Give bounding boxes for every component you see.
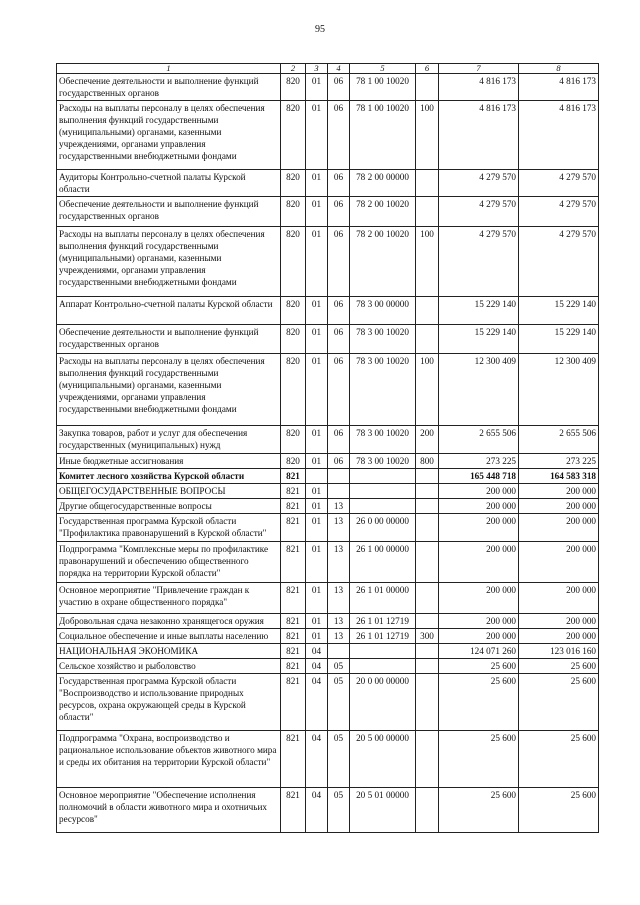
row-name-cell: Другие общегосударственные вопросы [57,499,281,514]
expense-type-cell: 200 [416,426,439,454]
section-code-cell: 01 [306,514,328,542]
target-article-cell: 26 1 01 12719 [350,629,416,644]
table-row [57,788,599,833]
subsection-code-cell: 06 [328,426,350,454]
ministry-code-cell: 821 [281,542,306,583]
column-number-row [57,64,599,74]
expense-type-cell: 100 [416,101,439,170]
ministry-code-cell: 820 [281,74,306,101]
ministry-code-cell: 821 [281,629,306,644]
amount-year2-cell: 200 000 [519,514,599,542]
ministry-code-cell: 821 [281,788,306,833]
ministry-code-cell: 821 [281,659,306,674]
subsection-code-cell: 05 [328,659,350,674]
target-article-cell: 20 5 01 00000 [350,788,416,833]
col-header-4: 4 [328,64,350,74]
col-header-5: 5 [350,64,416,74]
expense-type-cell [416,469,439,484]
table-row [57,674,599,731]
ministry-code-cell: 820 [281,170,306,197]
target-article-cell [350,659,416,674]
table-row [57,583,599,614]
ministry-code-cell: 820 [281,227,306,297]
expense-type-cell: 100 [416,227,439,297]
table-row [57,659,599,674]
amount-year2-cell: 12 300 409 [519,354,599,426]
section-code-cell: 01 [306,227,328,297]
subsection-code-cell [328,484,350,499]
section-code-cell: 01 [306,426,328,454]
section-code-cell: 04 [306,659,328,674]
amount-year1-cell: 165 448 718 [439,469,519,484]
amount-year2-cell: 15 229 140 [519,325,599,354]
ministry-code-cell: 821 [281,614,306,629]
ministry-code-cell: 821 [281,674,306,731]
subsection-code-cell: 06 [328,325,350,354]
section-code-cell: 04 [306,731,328,788]
target-article-cell [350,644,416,659]
row-name-cell: Расходы на выплаты персоналу в целях обеспечения выполнения функций государственными (муниципальными) органами, казенными учреждениями, органами управления государственными внебюджетными фондами [57,101,281,170]
amount-year2-cell: 4 816 173 [519,74,599,101]
amount-year1-cell: 25 600 [439,659,519,674]
row-name-cell: Основное мероприятие "Обеспечение исполнения полномочий в области животного мира и охотничьих ресурсов" [57,788,281,833]
target-article-cell [350,469,416,484]
amount-year1-cell: 200 000 [439,542,519,583]
subsection-code-cell: 05 [328,788,350,833]
target-article-cell [350,484,416,499]
expense-type-cell [416,170,439,197]
ministry-code-cell: 820 [281,101,306,170]
expense-type-cell [416,499,439,514]
row-name-cell: Подпрограмма "Охрана, воспроизводство и рациональное использование объектов животного мира и среды их обитания на территории Курской области" [57,731,281,788]
col-header-3: 3 [306,64,328,74]
target-article-cell: 20 5 00 00000 [350,731,416,788]
target-article-cell: 26 1 01 12719 [350,614,416,629]
section-code-cell: 01 [306,614,328,629]
expense-type-cell: 100 [416,354,439,426]
amount-year2-cell: 25 600 [519,788,599,833]
target-article-cell: 78 1 00 10020 [350,74,416,101]
row-name-cell: Государственная программа Курской области "Профилактика правонарушений в Курской области" [57,514,281,542]
subsection-code-cell: 06 [328,354,350,426]
amount-year1-cell: 200 000 [439,614,519,629]
expense-type-cell [416,197,439,227]
col-header-7: 7 [439,64,519,74]
section-code-cell: 01 [306,542,328,583]
ministry-code-cell: 820 [281,325,306,354]
amount-year2-cell: 200 000 [519,583,599,614]
ministry-code-cell: 821 [281,514,306,542]
amount-year2-cell: 200 000 [519,542,599,583]
row-name-cell: Комитет лесного хозяйства Курской области [57,469,281,484]
row-name-cell: Обеспечение деятельности и выполнение функций государственных органов [57,74,281,101]
expense-type-cell [416,644,439,659]
expense-type-cell [416,674,439,731]
table-row [57,297,599,325]
section-code-cell: 01 [306,583,328,614]
table-row [57,731,599,788]
subsection-code-cell: 05 [328,674,350,731]
expense-type-cell [416,74,439,101]
amount-year1-cell: 4 279 570 [439,197,519,227]
ministry-code-cell: 821 [281,583,306,614]
ministry-code-cell: 820 [281,426,306,454]
section-code-cell: 01 [306,484,328,499]
ministry-code-cell: 820 [281,197,306,227]
expense-type-cell [416,484,439,499]
table-row [57,469,599,484]
ministry-code-cell: 821 [281,644,306,659]
row-name-cell: Аппарат Контрольно-счетной палаты Курской области [57,297,281,325]
subsection-code-cell: 05 [328,731,350,788]
ministry-code-cell: 821 [281,484,306,499]
target-article-cell: 78 3 00 10020 [350,354,416,426]
expense-type-cell [416,731,439,788]
table-row [57,354,599,426]
table-row [57,614,599,629]
table-row [57,101,599,170]
budget-table [56,63,599,833]
expense-type-cell [416,659,439,674]
amount-year2-cell: 4 816 173 [519,101,599,170]
amount-year1-cell: 200 000 [439,514,519,542]
subsection-code-cell: 06 [328,454,350,469]
target-article-cell: 78 1 00 10020 [350,101,416,170]
row-name-cell: Обеспечение деятельности и выполнение функций государственных органов [57,197,281,227]
target-article-cell: 20 0 00 00000 [350,674,416,731]
table-row [57,426,599,454]
subsection-code-cell: 06 [328,297,350,325]
table-row [57,514,599,542]
amount-year1-cell: 273 225 [439,454,519,469]
expense-type-cell: 800 [416,454,439,469]
amount-year2-cell: 25 600 [519,731,599,788]
amount-year2-cell: 200 000 [519,614,599,629]
amount-year1-cell: 4 279 570 [439,227,519,297]
table-row [57,74,599,101]
subsection-code-cell: 13 [328,614,350,629]
row-name-cell: Добровольная сдача незаконно хранящегося оружия [57,614,281,629]
target-article-cell: 78 3 00 00000 [350,297,416,325]
table-row [57,197,599,227]
subsection-code-cell: 06 [328,197,350,227]
subsection-code-cell: 13 [328,514,350,542]
section-code-cell: 01 [306,197,328,227]
section-code-cell [306,469,328,484]
subsection-code-cell: 13 [328,499,350,514]
row-name-cell: Сельское хозяйство и рыболовство [57,659,281,674]
table-row [57,170,599,197]
amount-year1-cell: 200 000 [439,499,519,514]
row-name-cell: Расходы на выплаты персоналу в целях обеспечения выполнения функций государственными (муниципальными) органами, казенными учреждениями, органами управления государственными внебюджетными фондами [57,354,281,426]
col-header-6: 6 [416,64,439,74]
ministry-code-cell: 821 [281,469,306,484]
subsection-code-cell: 06 [328,74,350,101]
expense-type-cell [416,325,439,354]
target-article-cell: 78 2 00 10020 [350,197,416,227]
row-name-cell: ОБЩЕГОСУДАРСТВЕННЫЕ ВОПРОСЫ [57,484,281,499]
ministry-code-cell: 821 [281,499,306,514]
amount-year1-cell: 124 071 260 [439,644,519,659]
subsection-code-cell: 13 [328,629,350,644]
amount-year1-cell: 200 000 [439,484,519,499]
amount-year2-cell: 4 279 570 [519,197,599,227]
section-code-cell: 01 [306,74,328,101]
amount-year2-cell: 4 279 570 [519,170,599,197]
table-row [57,454,599,469]
subsection-code-cell: 06 [328,170,350,197]
amount-year2-cell: 164 583 318 [519,469,599,484]
subsection-code-cell: 13 [328,542,350,583]
amount-year2-cell: 25 600 [519,674,599,731]
amount-year1-cell: 4 279 570 [439,170,519,197]
row-name-cell: Аудиторы Контрольно-счетной палаты Курской области [57,170,281,197]
amount-year1-cell: 2 655 506 [439,426,519,454]
target-article-cell: 78 2 00 10020 [350,227,416,297]
section-code-cell: 01 [306,297,328,325]
ministry-code-cell: 820 [281,354,306,426]
section-code-cell: 04 [306,644,328,659]
amount-year1-cell: 15 229 140 [439,297,519,325]
row-name-cell: Расходы на выплаты персоналу в целях обеспечения выполнения функций государственными (муниципальными) органами, казенными учреждениями, органами управления государственными внебюджетными фондами [57,227,281,297]
section-code-cell: 01 [306,170,328,197]
section-code-cell: 01 [306,454,328,469]
subsection-code-cell: 06 [328,101,350,170]
amount-year2-cell: 200 000 [519,629,599,644]
amount-year1-cell: 200 000 [439,583,519,614]
expense-type-cell [416,297,439,325]
amount-year1-cell: 25 600 [439,788,519,833]
row-name-cell: Иные бюджетные ассигнования [57,454,281,469]
row-name-cell: Закупка товаров, работ и услуг для обеспечения государственных (муниципальных) нужд [57,426,281,454]
amount-year2-cell: 200 000 [519,484,599,499]
row-name-cell: НАЦИОНАЛЬНАЯ ЭКОНОМИКА [57,644,281,659]
amount-year1-cell: 4 816 173 [439,101,519,170]
table-row [57,629,599,644]
table-row [57,499,599,514]
section-code-cell: 04 [306,674,328,731]
amount-year1-cell: 4 816 173 [439,74,519,101]
col-header-1: 1 [57,64,281,74]
table-row [57,644,599,659]
ministry-code-cell: 821 [281,731,306,788]
amount-year1-cell: 200 000 [439,629,519,644]
subsection-code-cell: 13 [328,583,350,614]
expense-type-cell [416,614,439,629]
table-row [57,484,599,499]
table-row [57,325,599,354]
subsection-code-cell [328,469,350,484]
expense-type-cell [416,583,439,614]
section-code-cell: 04 [306,788,328,833]
amount-year1-cell: 25 600 [439,674,519,731]
ministry-code-cell: 820 [281,454,306,469]
expense-type-cell [416,542,439,583]
target-article-cell: 78 3 00 10020 [350,426,416,454]
target-article-cell: 26 1 01 00000 [350,583,416,614]
target-article-cell: 78 3 00 10020 [350,325,416,354]
target-article-cell: 26 1 00 00000 [350,542,416,583]
row-name-cell: Подпрограмма "Комплексные меры по профилактике правонарушений и обеспечению общественного порядка на территории Курской области" [57,542,281,583]
amount-year2-cell: 200 000 [519,499,599,514]
row-name-cell: Государственная программа Курской области "Воспроизводство и использование природных ресурсов, охрана окружающей среды в Курской области" [57,674,281,731]
table-row [57,227,599,297]
target-article-cell: 78 3 00 10020 [350,454,416,469]
amount-year2-cell: 2 655 506 [519,426,599,454]
row-name-cell: Основное мероприятие "Привлечение граждан к участию в охране общественного порядка" [57,583,281,614]
section-code-cell: 01 [306,325,328,354]
expense-type-cell [416,514,439,542]
row-name-cell: Социальное обеспечение и иные выплаты населению [57,629,281,644]
amount-year2-cell: 4 279 570 [519,227,599,297]
table-row [57,542,599,583]
row-name-cell: Обеспечение деятельности и выполнение функций государственных органов [57,325,281,354]
section-code-cell: 01 [306,629,328,644]
expense-type-cell: 300 [416,629,439,644]
section-code-cell: 01 [306,101,328,170]
section-code-cell: 01 [306,354,328,426]
subsection-code-cell [328,644,350,659]
amount-year1-cell: 25 600 [439,731,519,788]
target-article-cell [350,499,416,514]
amount-year2-cell: 273 225 [519,454,599,469]
subsection-code-cell: 06 [328,227,350,297]
target-article-cell: 78 2 00 00000 [350,170,416,197]
expense-type-cell [416,788,439,833]
amount-year1-cell: 15 229 140 [439,325,519,354]
page-number: 95 [315,24,325,35]
amount-year2-cell: 123 016 160 [519,644,599,659]
target-article-cell: 26 0 00 00000 [350,514,416,542]
amount-year2-cell: 25 600 [519,659,599,674]
ministry-code-cell: 820 [281,297,306,325]
amount-year2-cell: 15 229 140 [519,297,599,325]
section-code-cell: 01 [306,499,328,514]
amount-year1-cell: 12 300 409 [439,354,519,426]
col-header-8: 8 [519,64,599,74]
col-header-2: 2 [281,64,306,74]
